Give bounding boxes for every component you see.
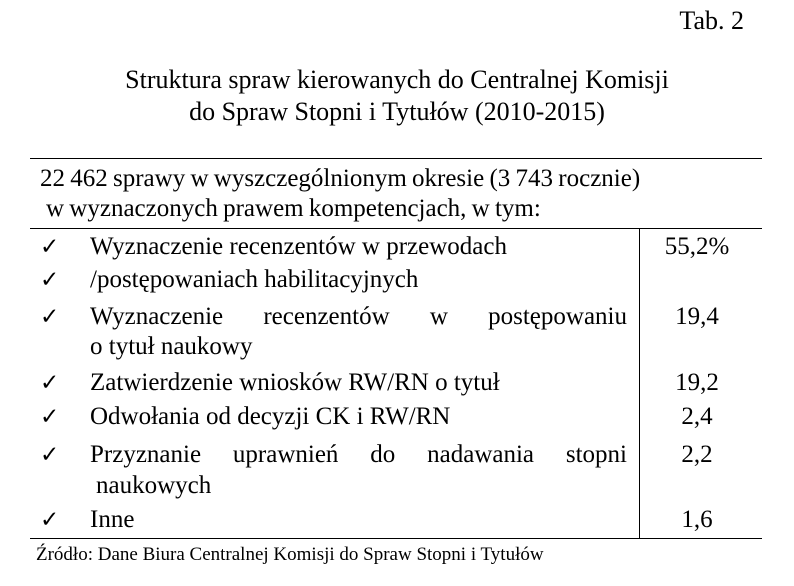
checkmark-icon: ✓ (40, 304, 60, 329)
header-rule (30, 228, 762, 229)
row-label: Zatwierdzenie wniosków RW/RN o tytuł (90, 369, 500, 396)
title-line-2: do Spraw Stopni i Tytułów (2010-2015) (189, 97, 605, 126)
checkmark-icon: ✓ (40, 507, 60, 532)
intro-line-2: w wyznaczonych prawem kompetencjach, w tym: (46, 195, 541, 222)
top-rule (30, 158, 762, 159)
row-label: Wyznaczenie recenzentów w postępowaniu (90, 303, 627, 330)
row-value: 2,2 (681, 441, 713, 468)
bottom-rule (30, 538, 762, 539)
checkmark-icon: ✓ (40, 442, 60, 467)
checkmark-icon: ✓ (40, 234, 60, 259)
row-value: 1,6 (681, 506, 713, 533)
table-title (0, 64, 794, 128)
table-number: Tab. 2 (679, 6, 744, 35)
row-label: Przyznanie uprawnień do nadawania stopni (90, 441, 627, 468)
checkmark-icon: ✓ (40, 404, 60, 429)
row-value: 2,4 (681, 403, 713, 430)
source-note: Źródło: Dane Biura Centralnej Komisji do Spraw Stopni i Tytułów (36, 544, 544, 565)
row-label: Inne (90, 506, 135, 533)
row-label-line-2: naukowych (96, 472, 212, 499)
row-value: 19,2 (675, 369, 719, 396)
checkmark-icon: ✓ (40, 267, 60, 292)
row-value: 55,2% (664, 233, 730, 260)
row-label: /postępowaniach habilitacyjnych (90, 266, 419, 293)
table-intro (40, 164, 640, 224)
row-label: Wyznaczenie recenzentów w przewodach (90, 233, 507, 260)
checkmark-icon: ✓ (40, 370, 60, 395)
row-label: Odwołania od decyzji CK i RW/RN (90, 403, 451, 430)
row-value: 19,4 (675, 303, 719, 330)
column-divider (639, 229, 640, 538)
title-line-1: Struktura spraw kierowanych do Centralnej Komisji (125, 65, 669, 94)
intro-line-1: 22 462 sprawy w wyszczególnionym okresie (3 743 rocznie) (40, 165, 641, 192)
row-label-line-2: o tytuł naukowy (90, 333, 253, 360)
